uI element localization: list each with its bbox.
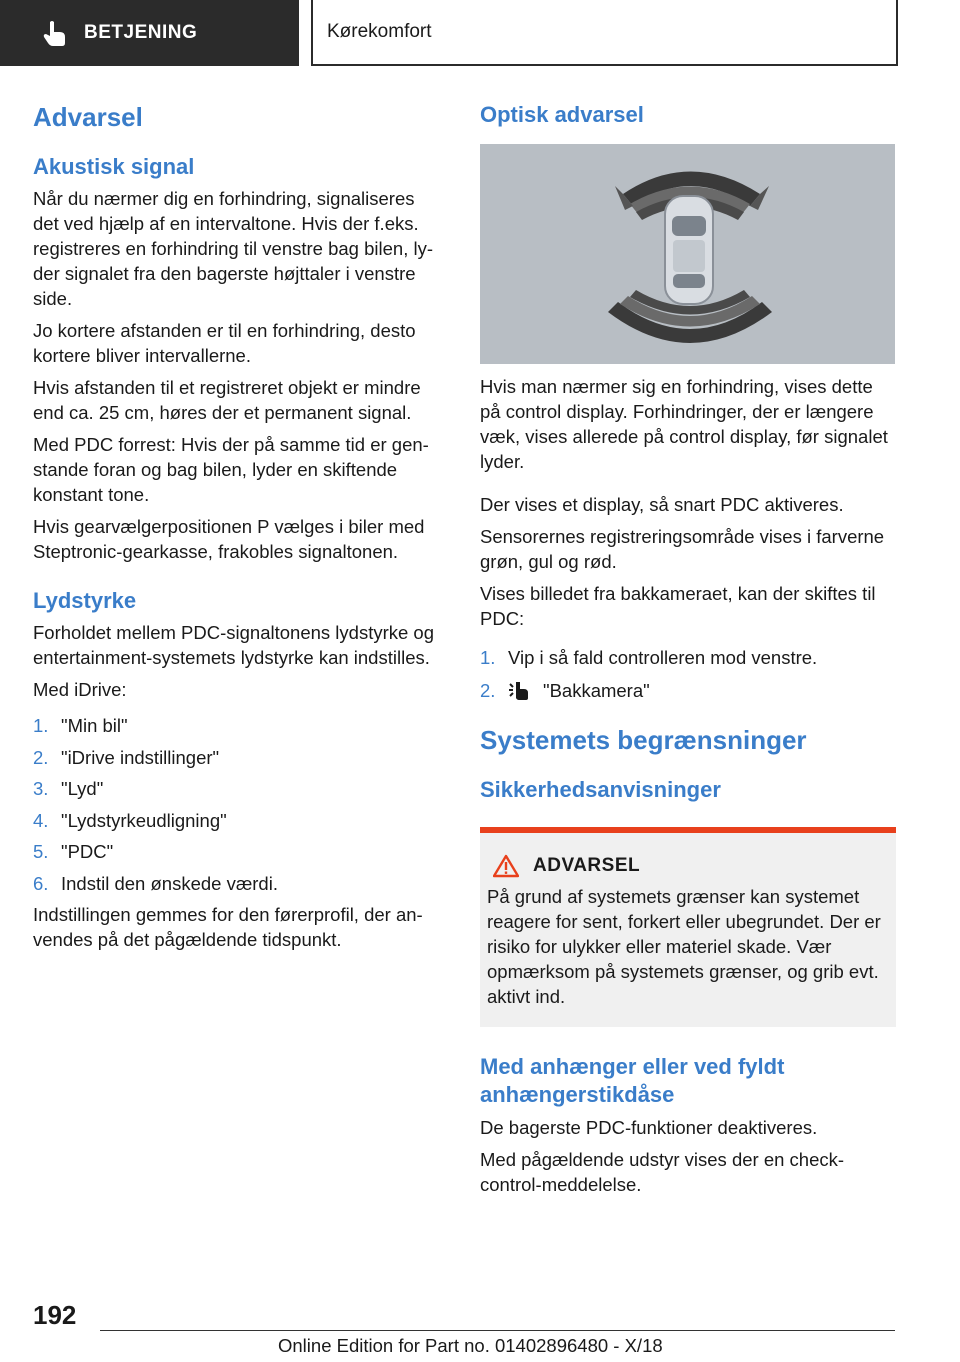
- chapter-box: [311, 0, 898, 66]
- list-item: [33, 871, 441, 896]
- paragraph: Med pågældende udstyr vises der en check-control-meddelelse.: [480, 1149, 845, 1195]
- warning-label: ADVARSEL: [533, 855, 641, 876]
- step-number: 1.: [33, 715, 49, 736]
- heading-acoustic-signal: Akustisk signal: [33, 154, 195, 179]
- paragraph: Jo kortere afstanden er til en forhindring, desto kortere bliver intervallerne.: [33, 320, 416, 366]
- step-text: Vip i så fald controlleren mod venstre.: [508, 647, 818, 668]
- list-item: [33, 839, 441, 864]
- warning-header: [487, 853, 886, 878]
- paragraph: Der vises et display, så snart PDC aktiveres.: [480, 494, 844, 515]
- step-text: "Bakkamera": [543, 680, 650, 701]
- hand-pointer-icon: [40, 18, 70, 48]
- heading-system-limits: Systemets begrænsninger: [480, 725, 807, 755]
- section-title: BETJENING: [84, 22, 198, 43]
- step-text: "Min bil": [61, 715, 128, 736]
- paragraph: Sensorernes registreringsområde vises i farverne grøn, gul og rød.: [480, 526, 885, 572]
- section-heading-warning: Advarsel: [33, 102, 143, 132]
- warning-box: [480, 827, 896, 1027]
- step-text: "PDC": [61, 841, 114, 862]
- heading-trailer: Med anhænger eller ved fyldt anhængerstikdåse: [480, 1054, 785, 1107]
- paragraph: Hvis gearvælgerpositionen P vælges i biler med Steptronic-gearkasse, frakobles signaltonen.: [33, 516, 425, 562]
- step-number: 2.: [480, 680, 496, 701]
- pdc-display-diagram: [480, 144, 895, 364]
- paragraph: Når du nærmer dig en forhindring, signaliseres det ved hjælp af en intervaltone. Hvis der f.eks. registreres en forhindring til venstre bag bilen, lyder signalet fra den bagerste højttaler i venstre side.: [33, 188, 434, 309]
- heading-optical-warning: Optisk advarsel: [480, 102, 644, 127]
- optical-steps: [480, 645, 896, 703]
- step-number: 2.: [33, 746, 49, 768]
- step-text: Indstil den ønskede værdi.: [61, 872, 278, 894]
- list-item: [33, 776, 441, 801]
- pdc-sensor-icon: [508, 680, 534, 702]
- paragraph: De bagerste PDC-funktioner deaktiveres.: [480, 1117, 818, 1138]
- list-item: [33, 713, 441, 738]
- edition-note: Online Edition for Part no. 01402896480 - X/18: [278, 1335, 663, 1356]
- step-number: 3.: [33, 778, 49, 799]
- step-text: "Lyd": [61, 778, 104, 799]
- footer-divider: [100, 1330, 895, 1331]
- paragraph: Indstillingen gemmes for den førerprofil, der anvendes på det pågældende tidspunkt.: [33, 903, 423, 950]
- list-item: [33, 808, 441, 833]
- paragraph: Med PDC forrest: Hvis der på samme tid er genstande foran og bag bilen, lyder en skiftende konstant tone.: [33, 434, 429, 505]
- list-item: [480, 645, 896, 670]
- heading-volume: Lydstyrke: [33, 588, 137, 613]
- step-number: 6.: [33, 872, 49, 894]
- paragraph: Vises billedet fra bakkameraet, kan der skiftes til PDC:: [480, 583, 876, 629]
- step-number: 1.: [480, 647, 496, 668]
- step-text: "Lydstyrkeudligning": [61, 809, 227, 831]
- paragraph: Hvis man nærmer sig en forhindring, vises dette på control display. Forhindringer, der er længere væk, vises allerede på control display, før signalet lyder.: [480, 376, 888, 472]
- warning-text: På grund af systemets grænser kan systemet reagere for sent, forkert eller ubegrundet. Der er risiko for ulykker eller materiel skade. Vær opmærksom på systemets grænser, og grib evt. aktivt ind.: [487, 886, 881, 1007]
- paragraph: Forholdet mellem PDC-signaltonens lydstyrke og entertainment-systemets lydstyrke kan indstilles.: [33, 622, 435, 668]
- volume-steps: [33, 713, 441, 896]
- chapter-title: Kørekomfort: [327, 21, 432, 42]
- step-text: "iDrive indstillinger": [61, 746, 220, 768]
- warning-triangle-icon: [493, 854, 519, 878]
- paragraph: Med iDrive:: [33, 679, 127, 700]
- list-item: [480, 678, 896, 703]
- step-number: 5.: [33, 841, 49, 862]
- list-item: [33, 745, 441, 770]
- step-number: 4.: [33, 809, 49, 831]
- left-column: [33, 100, 441, 952]
- page-number: 192: [33, 1300, 77, 1330]
- heading-safety-notes: Sikkerhedsanvisninger: [480, 777, 721, 802]
- right-column: [480, 100, 896, 1197]
- paragraph: Hvis afstanden til et registreret objekt er mindre end ca. 25 cm, høres der et permanent signal.: [33, 377, 421, 423]
- section-tab: [0, 0, 299, 66]
